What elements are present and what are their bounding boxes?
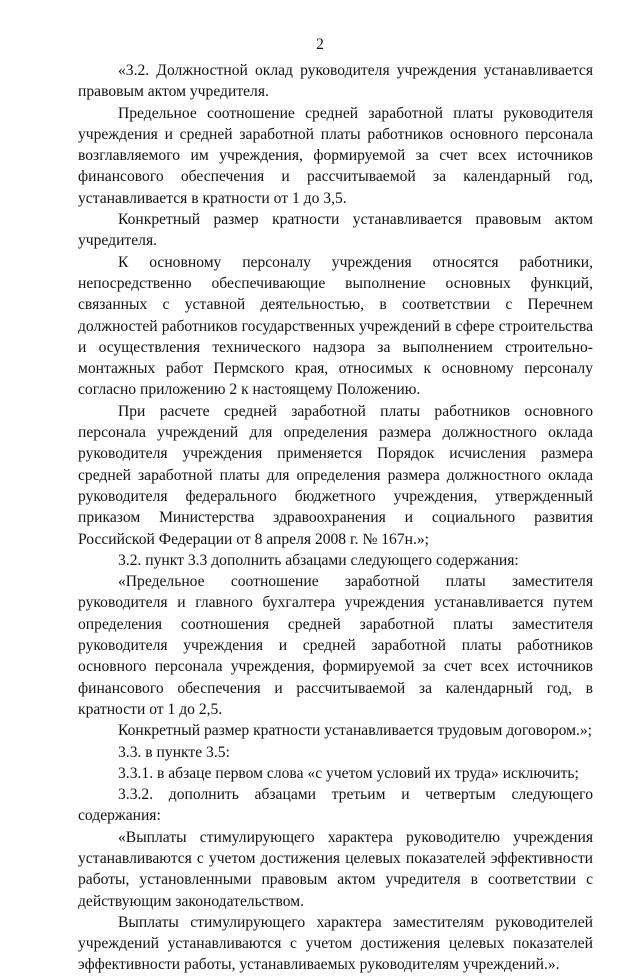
paragraph-main-personnel: К основному персоналу учреждения относятся работники, непосредственно обеспечивающие выполнение основных функций, связанных с уставной деятельностью, в соответствии с Перечнем должностей работников государственных учреждений в сфере строительства и осуществления технического надзора за выполнением строительно-монтажных работ Пермского края, относимых к основному персоналу согласно приложению 2 к настоящему Положению.: [78, 253, 593, 399]
paragraph-item-3-2: 3.2. пункт 3.3 дополнить абзацами следующего содержания:: [118, 551, 519, 569]
paragraph-item-3-3-2: 3.3.2. дополнить абзацами третьим и четвертым следующего содержания:: [78, 786, 593, 825]
paragraph-item-3-3-1: 3.3.1. в абзаце первом слова «с учетом условий их труда» исключить;: [118, 764, 579, 782]
paragraph-3-2-salary: «3.2. Должностной оклад руководителя учреждения устанавливается правовым актом учредителя.: [78, 62, 593, 101]
paragraph-deputy-ratio: «Предельное соотношение заработной платы заместителя руководителя и главного бухгалтера учреждения устанавливается путем определения соотношения средней заработной платы заместителя руководителя учреждения и средней заработной платы работников основного персонала учреждения, формируемой за счет всех источников финансового обеспечения и рассчитываемой за календарный год, в кратности от 1 до 2,5.: [78, 573, 593, 718]
document-body: [78, 60, 593, 976]
paragraph-salary-ratio: Предельное соотношение средней заработной платы руководителя учреждения и средней заработной платы работников основного персонала возглавляемого им учреждения, формируемой за счет всех источников финансового обеспечения и рассчитываемой за календарный год, устанавливается в кратности от 1 до 3,5.: [78, 104, 593, 207]
paragraph-labor-contract: Конкретный размер кратности устанавливается трудовым договором.»;: [118, 722, 593, 740]
paragraph-incentive-deputies: Выплаты стимулирующего характера заместителям руководителей учреждений устанавливаются с учетом достижения целевых показателей эффективности работы, устанавливаемых руководителям учреждений.».: [78, 913, 593, 974]
page-number: 2: [316, 36, 324, 53]
paragraph-incentive-head: «Выплаты стимулирующего характера руководителю учреждения устанавливаются с учетом достижения целевых показателей эффективности работы, установленными правовым актом учредителя в соответствии с действующим законодательством.: [78, 828, 593, 910]
paragraph-average-salary-calc: При расчете средней заработной платы работников основного персонала учреждений для определения размера должностного оклада руководителя учреждения применяется Порядок исчисления размера средней заработной платы для определения размера должностного оклада руководителя федерального бюджетного учреждения, утвержденный приказом Министерства здравоохранения и социального развития Российской Федерации от 8 апреля 2008 г. № 167н.»;: [78, 402, 593, 548]
paragraph-item-3-3: 3.3. в пункте 3.5:: [118, 743, 230, 761]
paragraph-ratio-act: Конкретный размер кратности устанавливается правовым актом учредителя.: [78, 211, 593, 250]
